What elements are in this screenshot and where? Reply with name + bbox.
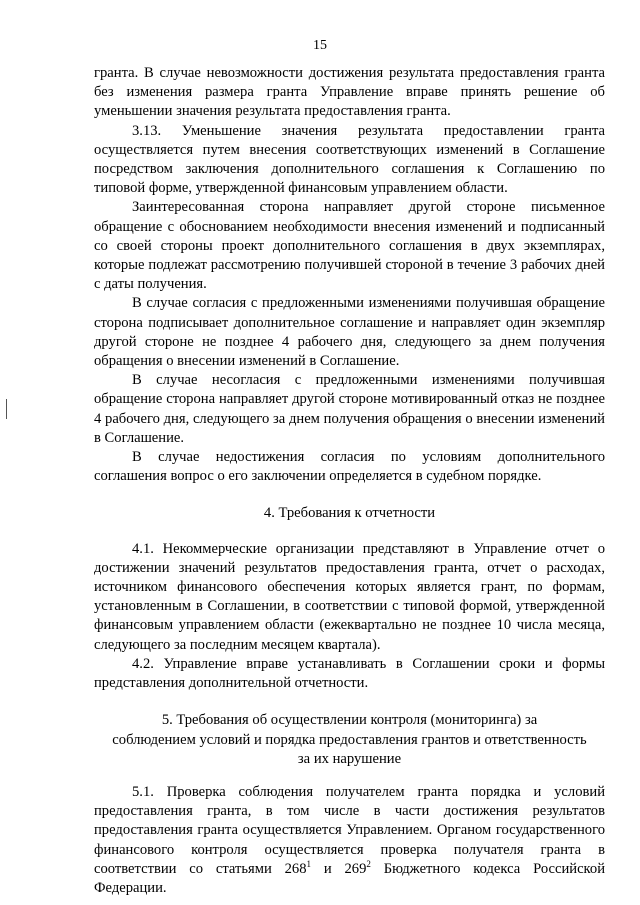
paragraph-continuation: гранта. В случае невозможности достижения результата предоставления гранта без изменения размера гранта Управление вправе принять решение об уменьшении значения результата предоставления гранта.	[94, 65, 605, 120]
paragraph-3-13: 3.13. Уменьшение значения результата предоставлении гранта осуществляется путем внесения соответствующих изменений в Соглашение посредством заключения дополнительного соглашения к Соглашению по типовой форме, утвержденной финансовым управлением области.	[94, 122, 605, 197]
paragraph-4-1: 4.1. Некоммерческие организации представляют в Управление отчет о достижении значений результатов предоставления гранта, отчет о расходах, источником финансового обеспечения которых является грант, по формам, установленным в Соглашении, в соответствии с типовой формой, утвержденной финансовым управлением области (ежеквартально не позднее 10 числа месяца, следующего за последним месяцем квартала).	[94, 540, 605, 653]
margin-mark	[6, 399, 7, 419]
document-body	[94, 64, 605, 898]
section-5-title-line-3: за их нарушение	[297, 750, 402, 767]
paragraph-agreement: В случае согласия с предложенными изменениями получившая обращение сторона подписывает дополнительное соглашение и направляет один экземпляр другой стороне не позднее 4 рабочего дня, следующего за днем получения обращения о внесении изменений в Соглашение.	[94, 295, 605, 370]
footnote-ref-2: 2	[366, 858, 371, 869]
paragraph-5-1-mid: и 269	[311, 860, 367, 877]
section-5-title-line-2: соблюдением условий и порядка предоставления грантов и ответственность	[112, 731, 587, 748]
paragraph-5-1-text: 5.1. Проверка соблюдения получателем гранта порядка и условий предоставления гранта, в том числе в части достижения результатов предоставления гранта осуществляется Управлением. Органом государственного финансового контроля осуществляется проверка получателя гранта в соответствии со статьями 268	[94, 783, 605, 877]
paragraph-4-2: 4.2. Управление вправе устанавливать в Соглашении сроки и формы представления дополнительной отчетности.	[94, 655, 605, 692]
paragraph-request: Заинтересованная сторона направляет другой стороне письменное обращение с обоснованием необходимости внесения изменений и подписанный со своей стороны проект дополнительного соглашения в двух экземплярах, которые подлежат рассмотрению получившей стороной в течение 3 рабочих дней с даты получения.	[94, 199, 605, 293]
paragraph-court: В случае недостижения согласия по условиям дополнительного соглашения вопрос о его заключении определяется в судебном порядке.	[94, 449, 605, 485]
footnote-ref-1: 1	[306, 858, 312, 869]
paragraph-5-1	[94, 783, 605, 898]
paragraph-disagreement: В случае несогласия с предложенными изменениями получившая обращение сторона направляет другой стороне мотивированный отказ не позднее 4 рабочего дня, следующего за днем получения обращения о внесении изменений в Соглашение.	[94, 372, 605, 446]
page-number: 15	[313, 38, 327, 53]
paragraph-5-1-end: Бюджетного кодекса Российской Федерации.	[94, 860, 606, 896]
section-5-title-line-1: 5. Требования об осуществлении контроля (мониторинга) за	[161, 712, 538, 729]
section-4-title: 4. Требования к отчетности	[263, 505, 436, 522]
